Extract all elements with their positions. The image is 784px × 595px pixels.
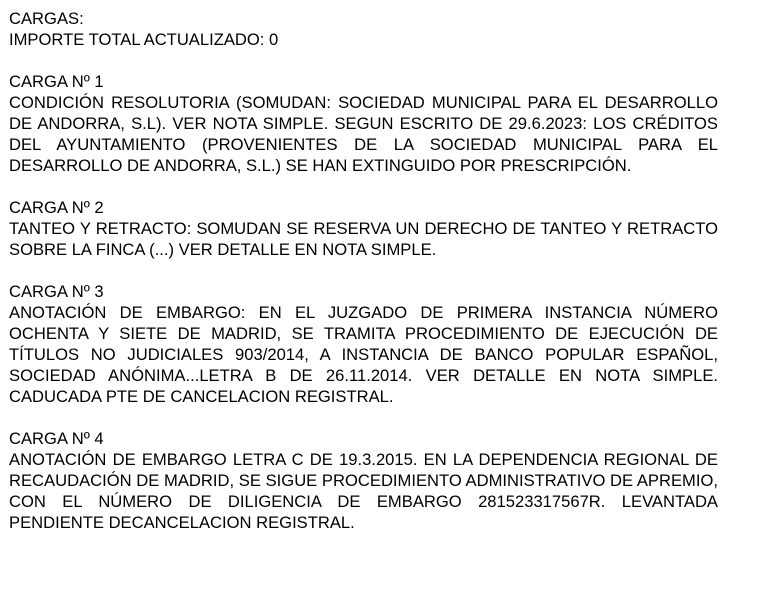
carga-4-section [9, 428, 718, 533]
carga-2-text: TANTEO Y RETRACTO: SOMUDAN SE RESERVA UN DERECHO DE TANTEO Y RETRACTO SOBRE LA FINCA (...) VER DETALLE EN NOTA SIMPLE. [9, 219, 718, 259]
carga-3-text: ANOTACIÓN DE EMBARGO: EN EL JUZGADO DE PRIMERA INSTANCIA NÚMERO OCHENTA Y SIETE DE MADRID, SE TRAMITA PROCEDIMIENTO DE EJECUCIÓN DE TÍTULOS NO JUDICIALES 903/2014, A INSTANCIA DE BANCO POPULAR ESPAÑOL, SOCIEDAD ANÓNIMA...LETRA B DE 26.11.2014. VER DETALLE EN NOTA SIMPLE. CADUCADA PTE DE CANCELACION REGISTRAL. [9, 303, 718, 406]
carga-1-text: CONDICIÓN RESOLUTORIA (SOMUDAN: SOCIEDAD MUNICIPAL PARA EL DESARROLLO DE ANDORRA, S.L). VER NOTA SIMPLE. SEGUN ESCRITO DE 29.6.2023: LOS CRÉDITOS DEL AYUNTAMIENTO (PROVENIENTES DE LA SOCIEDAD MUNICIPAL PARA EL DESARROLLO DE ANDORRA, S.L.) SE HAN EXTINGUIDO POR PRESCRIPCIÓN. [9, 93, 718, 175]
cargas-header [9, 8, 718, 50]
carga-3-section [9, 281, 718, 407]
total-amount-line: IMPORTE TOTAL ACTUALIZADO: 0 [9, 30, 279, 49]
carga-4-text: ANOTACIÓN DE EMBARGO LETRA C DE 19.3.2015. EN LA DEPENDENCIA REGIONAL DE RECAUDACIÓN DE MADRID, SE SIGUE PROCEDIMIENTO ADMINISTRATIVO DE APREMIO, CON EL NÚMERO DE DILIGENCIA DE EMBARGO 281523317567R. LEVANTADA PENDIENTE DECANCELACION REGISTRAL. [9, 450, 718, 532]
document-title: CARGAS: [9, 9, 84, 28]
carga-1-section [9, 71, 718, 176]
carga-2-section [9, 197, 718, 260]
carga-1-heading: CARGA Nº 1 [9, 72, 104, 91]
carga-4-heading: CARGA Nº 4 [9, 429, 104, 448]
carga-3-heading: CARGA Nº 3 [9, 282, 104, 301]
carga-2-heading: CARGA Nº 2 [9, 198, 104, 217]
